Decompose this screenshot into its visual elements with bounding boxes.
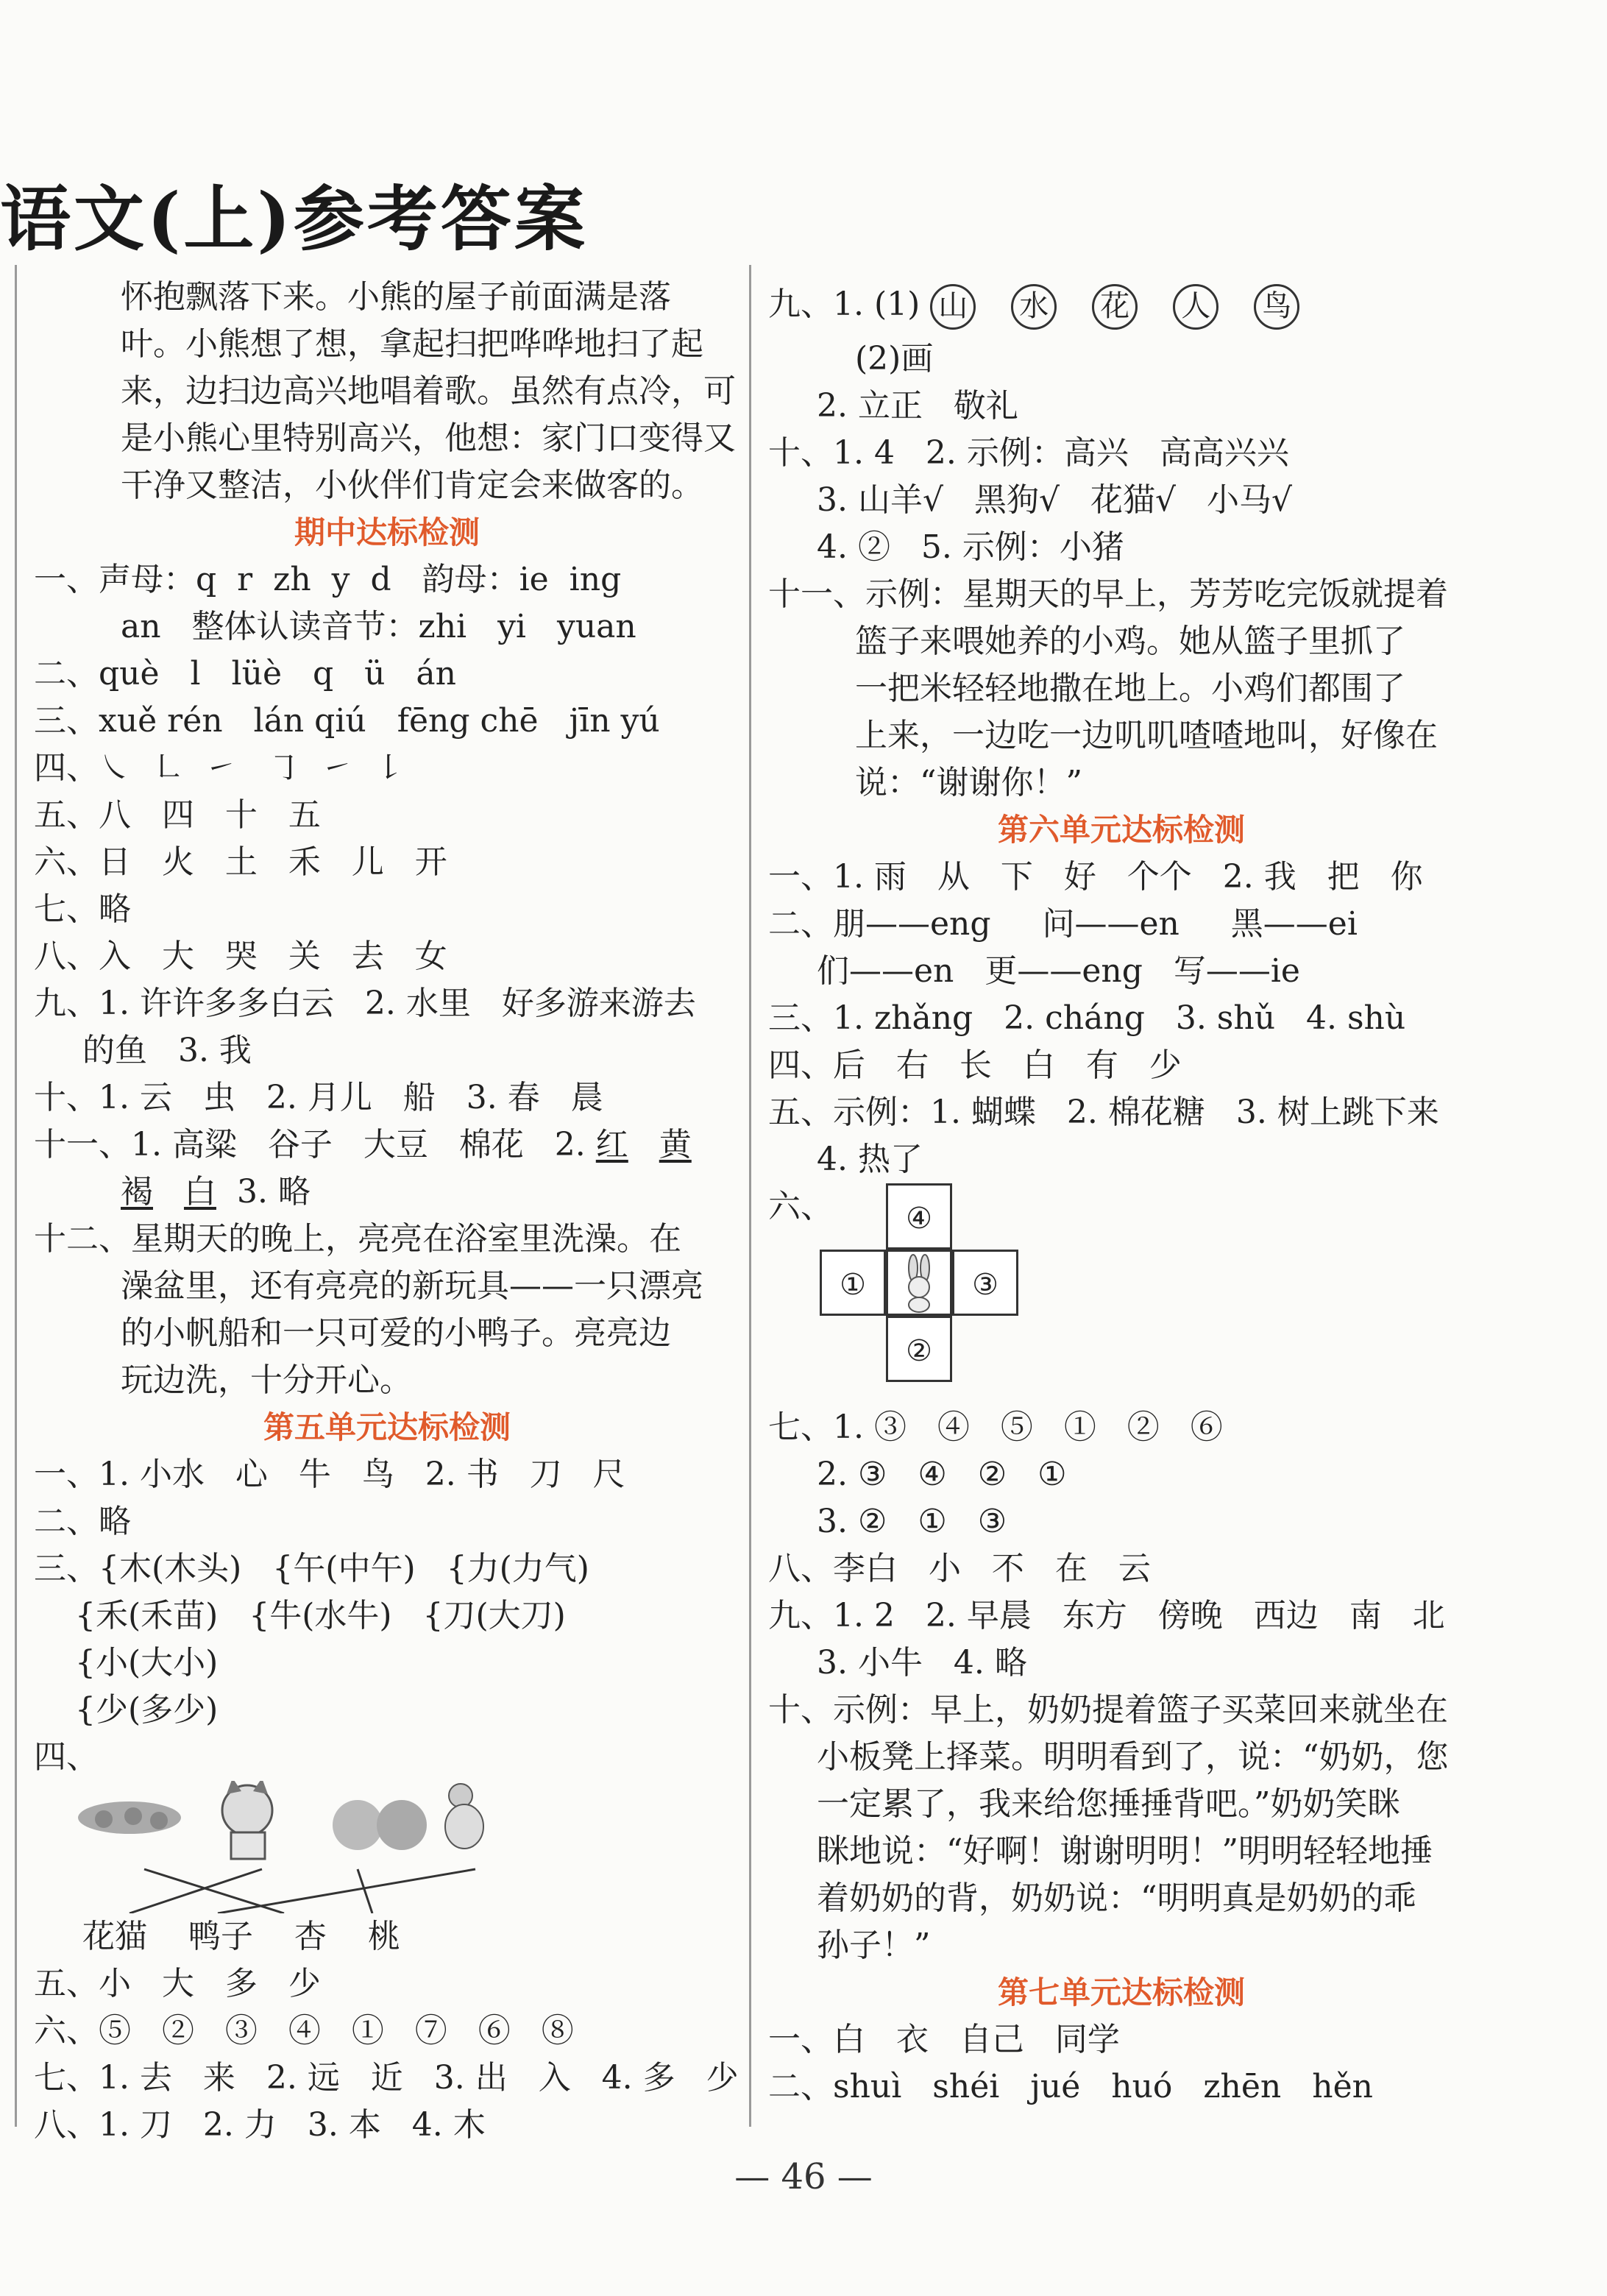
underlined-answer: 褐 <box>121 1173 153 1211</box>
answer-line: (2)画 <box>855 340 934 378</box>
answer-line: {小(大小) <box>34 1644 219 1682</box>
label-duck: 鸭子 <box>188 1918 253 1955</box>
underlined-answer: 红 <box>595 1126 628 1163</box>
answer-line: 小板凳上择菜。明明看到了，说：“奶奶，您 <box>817 1738 1449 1776</box>
circled-char: 山 <box>930 284 976 330</box>
answer-line: 篮子来喂她养的小鸡。她从篮子里抓了 <box>855 623 1405 660</box>
text-line: 叶。小熊想了想，拿起扫把哗哗地扫了起 <box>121 325 703 363</box>
answer-line: 澡盆里，还有亮亮的新玩具——一只漂亮 <box>121 1267 703 1305</box>
answer-line: 二、què l lüè q ü án <box>34 655 456 692</box>
answer-line: 的小帆船和一只可爱的小鸭子。亮亮边 <box>121 1314 671 1352</box>
answer-line: 四、后 右 长 白 有 少 <box>768 1046 1182 1084</box>
answer-line: 孙子！” <box>817 1927 931 1964</box>
answer-line: 八、入 大 哭 关 去 女 <box>34 938 447 975</box>
answer-line: 二、略 <box>34 1503 131 1540</box>
page-title: 语文(上)参考答案 <box>0 177 588 261</box>
grid-cell-left: ① <box>820 1250 886 1316</box>
peach-icon <box>333 1800 427 1850</box>
answer-line: 七、1. 去 来 2. 远 近 3. 出 入 4. 多 少 <box>34 2059 739 2097</box>
answer-line: 五、小 大 多 少 <box>34 1965 321 2002</box>
position-grid-figure <box>768 1183 1475 1404</box>
matching-illustration <box>34 1781 696 1913</box>
rabbit-icon <box>888 1252 950 1314</box>
left-column <box>34 274 740 2149</box>
answer-line: 们——en 更——eng 写——ie <box>817 952 1300 990</box>
answer-line: 着奶奶的背，奶奶说：“明明真是奶奶的乖 <box>817 1879 1416 1917</box>
answer-line: 3. 山羊√ 黑狗√ 花猫√ 小马√ <box>817 481 1292 519</box>
text-line: 干净又整洁，小伙伴们肯定会来做客的。 <box>121 467 703 504</box>
answer-line: {少(多少) <box>34 1691 219 1729</box>
answer-line: 一、声母：q r zh y d 韵母：ie ing <box>34 561 622 598</box>
circled-char: 人 <box>1173 284 1218 330</box>
answer-line: 3. ② ① ③ <box>817 1503 1007 1540</box>
answer-line: 2. ③ ④ ② ① <box>817 1456 1067 1493</box>
answer-line: 一、1. 小水 心 牛 鸟 2. 书 刀 尺 <box>34 1456 625 1493</box>
answer-line: 三、1. zhǎng 2. cháng 3. shǔ 4. shù <box>768 999 1406 1037</box>
answer-text: 十一、1. 高粱 谷子 大豆 棉花 2. <box>34 1126 586 1163</box>
answer-line: 玩边洗，十分开心。 <box>121 1361 412 1399</box>
answer-line: 一把米轻轻地撒在地上。小鸡们都围了 <box>855 670 1405 707</box>
answer-line: 4. 热了 <box>817 1141 923 1178</box>
section-title-unit5: 第五单元达标检测 <box>263 1409 511 1445</box>
answer-line: 二、朋——eng 问——en 黑——ei <box>768 905 1358 943</box>
answer-line: 上来，一边吃一边叽叽喳喳地叫，好像在 <box>855 717 1438 754</box>
answer-line: 十一、示例：星期天的早上，芳芳吃完饭就提着 <box>768 575 1448 613</box>
answer-line: 一、1. 雨 从 下 好 个个 2. 我 把 你 <box>768 858 1423 896</box>
label-peach: 桃 <box>367 1918 400 1955</box>
page-number: — 46 — <box>734 2156 873 2197</box>
answer-line: 三、xuě rén lán qiú fēng chē jīn yú <box>34 702 660 740</box>
answer-line: 九、1. 许许多多白云 2. 水里 好多游来游去 <box>34 985 696 1022</box>
answer-line <box>34 1169 740 1216</box>
answer-line: 三、{木(木头) {午(中午) {力(力气) <box>34 1550 589 1587</box>
answer-line: 七、1. ③ ④ ⑤ ① ② ⑥ <box>768 1409 1223 1446</box>
answer-line: 十、示例：早上，奶奶提着篮子买菜回来就坐在 <box>768 1691 1448 1729</box>
matching-picture <box>34 1781 740 1913</box>
answer-line: {禾(禾苗) {牛(水牛) {刀(大刀) <box>34 1597 566 1634</box>
answer-line: 4. ② 5. 示例：小猪 <box>817 528 1124 566</box>
answer-line: 八、李白 小 不 在 云 <box>768 1550 1151 1587</box>
circled-char: 花 <box>1092 284 1138 330</box>
rabbit-cell <box>886 1250 952 1316</box>
cat-icon <box>222 1781 272 1859</box>
label-cat: 花猫 <box>82 1918 147 1955</box>
column-divider <box>749 265 751 2127</box>
underlined-answer: 黄 <box>659 1126 692 1163</box>
answer-line: 的鱼 3. 我 <box>82 1032 252 1069</box>
answer-line: 一定累了，我来给您捶捶背吧。”奶奶笑眯 <box>817 1785 1400 1823</box>
grid-cell-right: ③ <box>952 1250 1018 1316</box>
answer-line: 2. 立正 敬礼 <box>817 387 1018 425</box>
match-labels <box>34 1913 740 1960</box>
answer-line: 七、略 <box>34 890 131 928</box>
answer-line: 六、⑤ ② ③ ④ ① ⑦ ⑥ ⑧ <box>34 2012 574 2049</box>
answer-line: 十、1. 4 2. 示例：高兴 高高兴兴 <box>768 434 1289 472</box>
section-title-midterm: 期中达标检测 <box>294 514 480 550</box>
answer-line: 八、1. 刀 2. 力 3. 本 4. 木 <box>34 2106 486 2144</box>
apricot-branch-icon <box>78 1801 181 1834</box>
answer-line: 说：“谢谢你！” <box>855 764 1082 801</box>
right-column <box>768 274 1475 2111</box>
grid-cell-top: ④ <box>886 1183 952 1250</box>
answer-line: 六、日 火 土 禾 儿 开 <box>34 843 447 881</box>
section-title-unit6: 第六单元达标检测 <box>997 812 1245 848</box>
answer-line: 四、 <box>34 1738 99 1776</box>
underlined-answer: 白 <box>183 1173 216 1211</box>
answer-line: 3. 小牛 4. 略 <box>817 1644 1027 1682</box>
text-line: 来，边扫边高兴地唱着歌。虽然有点冷，可 <box>121 372 736 410</box>
answer-line: 四、㇏ ㇗ ㇀ ㇆ ㇀ ㇙ <box>34 749 406 787</box>
text-line: 怀抱飘落下来。小熊的屋子前面满是落 <box>121 278 671 316</box>
section-title-unit7: 第七单元达标检测 <box>997 1974 1245 2010</box>
left-margin-rule <box>15 265 17 2127</box>
answer-line: 十、1. 云 虫 2. 月儿 船 3. 春 晨 <box>34 1079 603 1116</box>
answer-text: 九、1. (1) <box>768 286 920 323</box>
answer-line <box>768 274 1475 336</box>
circled-char: 水 <box>1011 284 1057 330</box>
answer-line: 二、shuì shéi jué huó zhēn hěn <box>768 2068 1373 2105</box>
text-line: 是小熊心里特别高兴，他想：家门口变得又 <box>121 419 736 457</box>
answer-line: 眯地说：“好啊！谢谢明明！”明明轻轻地捶 <box>817 1832 1433 1870</box>
matching-lines <box>130 1869 475 1913</box>
answer-line: 九、1. 2 2. 早晨 东方 傍晚 西边 南 北 <box>768 1597 1445 1634</box>
circled-char: 鸟 <box>1254 284 1299 330</box>
answer-label: 六、 <box>768 1188 833 1225</box>
answer-text: 3. 略 <box>236 1173 311 1211</box>
label-apricot: 杏 <box>294 1918 327 1955</box>
answer-line: 十二、星期天的晚上，亮亮在浴室里洗澡。在 <box>34 1220 681 1258</box>
answer-line: 五、示例：1. 蝴蝶 2. 棉花糖 3. 树上跳下来 <box>768 1094 1439 1131</box>
duck-icon <box>445 1784 483 1849</box>
answer-line: an 整体认读音节：zhi yi yuan <box>121 608 636 645</box>
answer-line: 五、八 四 十 五 <box>34 796 321 834</box>
grid-cell-bottom: ② <box>886 1316 952 1382</box>
answer-line: 一、白 衣 自己 同学 <box>768 2021 1120 2058</box>
answer-line <box>34 1122 740 1169</box>
